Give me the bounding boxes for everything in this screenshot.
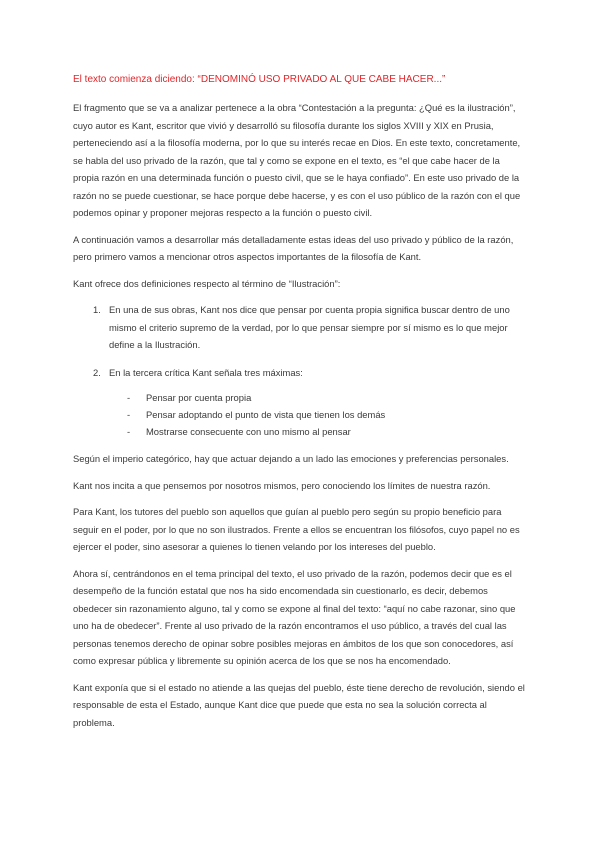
list-item-text: En una de sus obras, Kant nos dice que pensar por cuenta propia significa buscar dentro de uno mismo el criterio supremo de la verdad, por lo que pensar siempre por sí mismo es lo que mejor define a la Ilustración. (109, 304, 510, 350)
dash-bullet: - (127, 392, 131, 403)
paragraph-intro-1: El fragmento que se va a analizar pertenece a la obra “Contestación a la pregunta: ¿Qué es la ilustración”, cuyo autor es Kant, escritor que vivió y desarrolló su filosofía durante los siglos XVIII y XIX en Prusia, perteneciendo así a la filosofía moderna, por lo que su interés recae en Dios. En este texto, concretamente, se habla del uso privado de la razón, que tal y como se expone en el texto, es “el que cabe hacer de la propia razón en una determinada función o puesto civil, que se le haya confiado”. En este uso privado de la razón no se puede cuestionar, se hace porque debe hacerse, y es con el uso público de la razón con el que podemos opinar y proponer mejoras respecto a la función o puesto civil. (73, 102, 521, 218)
maxim-text: Pensar por cuenta propia (146, 392, 252, 403)
paragraph-intro-2: A continuación vamos a desarrollar más detalladamente estas ideas del uso privado y público de la razón, pero primero vamos a mencionar otros aspectos importantes de la filosofía de Kant. (73, 233, 514, 262)
paragraph-body-1: Según el imperio categórico, hay que actuar dejando a un lado las emociones y preferencias personales. (73, 453, 509, 464)
section-heading: El texto comienza diciendo: “DENOMINÓ USO PRIVADO AL QUE CABE HACER...” (73, 74, 446, 85)
paragraph-body-4: Ahora sí, centrándonos en el tema principal del texto, el uso privado de la razón, podemos decir que es el desempeño de la función estatal que nos ha sido encomendada sin cuestionarlo, es decir, debemos obedecer sin razonamiento alguno, tal y como se expone al final del texto: “aquí no cabe razonar, sino que uno ha de obedecer”. Frente al uso privado de la razón encontramos el uso público, a través del cual las personas tenemos derecho de opinar sobre posibles mejoras en ámbitos de los que son conocedores, así como expresar pública y libremente su opinión acerca de los que se nos ha encomendado. (73, 567, 516, 666)
maxim-text: Mostrarse consecuente con uno mismo al pensar (146, 426, 351, 437)
maxims-list (109, 389, 528, 440)
list-item (93, 364, 528, 441)
paragraph-body-5: Kant exponía que si el estado no atiende a las quejas del pueblo, éste tiene derecho de revolución, siendo el responsable de esta el Estado, aunque Kant dice que puede que esta no sea la solución correcta al problema. (73, 681, 525, 728)
definitions-list (73, 301, 528, 440)
maxim-item (127, 406, 528, 423)
maxim-item (127, 423, 528, 440)
list-item-number: 1. (93, 304, 101, 315)
list-item-text: En la tercera crítica Kant señala tres máximas: (109, 366, 303, 378)
dash-bullet: - (127, 409, 131, 420)
paragraph-body-3: Para Kant, los tutores del pueblo son aquellos que guían al pueblo pero según su propio beneficio para seguir en el poder, por lo que no son ilustrados. Frente a ellos se encuentran los filósofos, cuyo papel no es ejercer el poder, sino asesorar a quienes lo tienen velando por los intereses del pueblo. (73, 506, 520, 552)
dash-bullet: - (127, 426, 131, 437)
maxim-item (127, 389, 528, 406)
list-item (93, 301, 528, 354)
list-item-number: 2. (93, 366, 101, 378)
paragraph-body-2: Kant nos incita a que pensemos por nosotros mismos, pero conociendo los límites de nuestra razón. (73, 479, 491, 491)
paragraph-intro-3: Kant ofrece dos definiciones respecto al término de “Ilustración”: (73, 277, 341, 289)
maxim-text: Pensar adoptando el punto de vista que tienen los demás (146, 409, 386, 420)
